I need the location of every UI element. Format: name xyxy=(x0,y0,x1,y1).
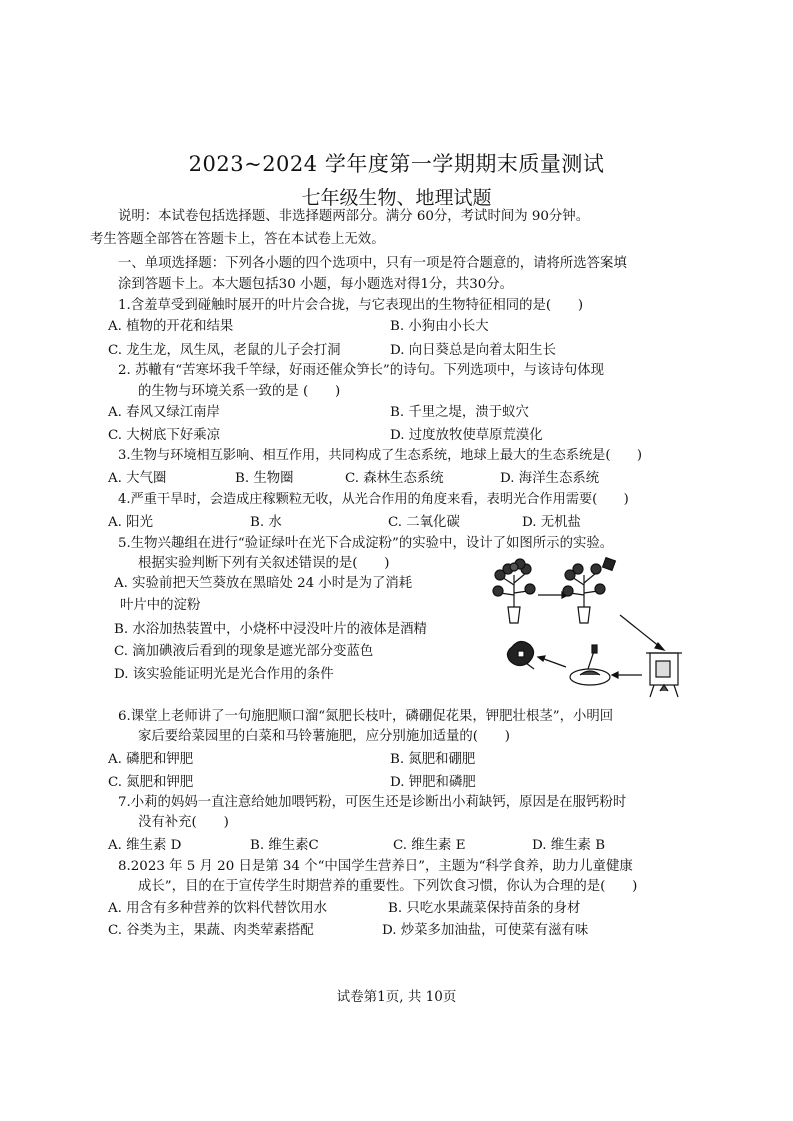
question-6-option-c: C. 氮肥和钾肥 xyxy=(108,775,194,790)
question-5-option-a-line-1: A. 实验前把天竺葵放在黑暗处 24 小时是为了消耗 xyxy=(114,576,413,591)
question-7-stem-line-2: 没有补充( ) xyxy=(138,815,229,830)
question-8-stem-line-1: 8.2023 年 5 月 20 日是第 34 个“中国学生营养日”，主题为“科学食养，助力儿童健康 xyxy=(118,859,633,874)
question-4-option-d: D. 无机盐 xyxy=(522,515,581,530)
question-3-option-d: D. 海洋生态系统 xyxy=(500,471,600,486)
water-bath-apparatus-icon xyxy=(646,653,682,697)
question-2-stem-line-1: 2. 苏轍有“苦寒坏我千竿绿，好雨还催众笋长”的诗句。下列选项中，与该诗句体现 xyxy=(118,363,605,378)
question-3-stem: 3.生物与环境相互影响、相互作用，共同构成了生态系统，地球上最大的生态系统是( ) xyxy=(118,448,642,463)
question-1-option-d: D. 向日葵总是向着太阳生长 xyxy=(390,343,557,358)
question-5-option-d: D. 该实验能证明光是光合作用的条件 xyxy=(114,667,334,682)
question-7-option-b: B. 维生素C xyxy=(250,838,319,853)
question-8-option-a: A. 用含有多种营养的饮料代替饮用水 xyxy=(108,901,328,916)
question-8-option-c: C. 谷类为主，果蔬、肉类荤素搭配 xyxy=(108,923,314,938)
plant-in-pot-icon xyxy=(493,559,535,623)
question-6-option-d: D. 钾肥和磷肥 xyxy=(390,775,476,790)
question-2-option-d: D. 过度放牧使草原荒漠化 xyxy=(390,428,543,443)
question-4-stem: 4.严重干旱时，会造成庄稼颗粒无收，从光合作用的角度来看，表明光合作用需要( ) xyxy=(118,492,629,507)
question-2-option-c: C. 大树底下好乘凉 xyxy=(108,428,221,443)
question-7-option-a: A. 维生素 D xyxy=(108,838,182,853)
result-leaf-icon xyxy=(507,641,534,669)
petri-dish-icon xyxy=(570,645,610,685)
question-1-option-c: C. 龙生龙，凤生凤，老鼠的儿子会打洞 xyxy=(108,343,341,358)
question-1-stem: 1.含羞草受到碰触时展开的叶片会合拢，与它表现出的生物特征相同的是( ) xyxy=(118,298,584,313)
page-number-footer: 试卷第1页, 共 10页 xyxy=(336,989,457,1005)
instructions-line-1: 说明：本试卷包括选择题、非选择题两部分。满分 60分，考试时间为 90分钟。 xyxy=(118,209,590,224)
question-7-option-d: D. 维生素 B xyxy=(532,838,606,853)
question-7-option-c: C. 维生素 E xyxy=(393,838,466,853)
question-7-stem-line-1: 7.小莉的妈妈一直注意给她加喂钙粉，可医生还是诊断出小莉缺钙，原因是在服钙粉时 xyxy=(118,795,627,810)
exam-subtitle: 七年级生物、地理试题 xyxy=(301,187,492,209)
arrow-left-icon xyxy=(612,672,642,678)
section-heading-line-1: 一、单项选择题：下列各小题的四个选项中，只有一项是符合题意的，请将所选答案填 xyxy=(118,256,627,271)
question-5-option-b: B. 水浴加热装置中，小烧杯中浸没叶片的液体是酒精 xyxy=(114,622,427,637)
question-2-stem-line-2: 的生物与环境关系一致的是 ( ) xyxy=(138,384,341,399)
question-1-option-a: A. 植物的开花和结果 xyxy=(108,319,234,334)
arrow-left-icon-2 xyxy=(538,656,566,667)
question-6-option-b: B. 氮肥和硼肥 xyxy=(390,752,476,767)
question-8-stem-line-2: 成长”，目的在于宣传学生时期营养的重要性。下列饮食习惯，你认为合理的是( ) xyxy=(138,879,638,894)
question-2-option-b: B. 千里之堤，溃于蚁穴 xyxy=(390,405,529,420)
question-5-option-c: C. 滴加碘液后看到的现象是遮光部分变蓝色 xyxy=(114,644,374,659)
question-3-option-a: A. 大气圈 xyxy=(108,471,167,486)
question-6-option-a: A. 磷肥和钾肥 xyxy=(108,752,194,767)
question-3-option-c: C. 森林生态系统 xyxy=(345,471,444,486)
question-2-option-a: A. 春风又绿江南岸 xyxy=(108,405,220,420)
exam-title: 2023~2024 学年度第一学期期末质量测试 xyxy=(188,152,605,176)
question-5-stem-line-1: 5.生物兴趣组在进行“验证绿叶在光下合成淀粉”的实验中，设计了如图所示的实验。 xyxy=(118,536,614,551)
question-8-option-b: B. 只吃水果蔬菜保持苗条的身材 xyxy=(388,901,581,916)
instructions-line-2: 考生答题全部答在答题卡上，答在本试卷上无效。 xyxy=(90,232,385,247)
question-4-option-c: C. 二氧化碳 xyxy=(388,515,460,530)
section-heading-line-2: 涂到答题卡上。本大题包括30 小题，每小题选对得1分，共30分。 xyxy=(118,277,514,292)
experiment-diagram xyxy=(490,555,695,700)
question-5-stem-line-2: 根据实验判断下列有关叙述错误的是( ) xyxy=(138,556,390,571)
question-6-stem-line-2: 家后要给菜园里的白菜和马铃薯施肥，应分别施加适量的( ) xyxy=(138,729,510,744)
question-3-option-b: B. 生物圈 xyxy=(235,471,294,486)
covered-leaf-plant-icon xyxy=(563,558,615,623)
question-4-option-b: B. 水 xyxy=(250,515,282,530)
question-4-option-a: A. 阳光 xyxy=(108,515,153,530)
question-8-option-d: D. 炒菜多加油盐，可使菜有滋有味 xyxy=(382,923,589,938)
question-5-option-a-line-2: 叶片中的淀粉 xyxy=(120,598,201,613)
arrow-down-right-icon xyxy=(620,615,664,650)
question-1-option-b: B. 小狗由小长大 xyxy=(390,319,489,334)
question-6-stem-line-1: 6.课堂上老师讲了一句施肥顺口溜“氮肥长枝叶，磷硼促花果，钾肥壮根茎”，小明回 xyxy=(118,709,614,724)
